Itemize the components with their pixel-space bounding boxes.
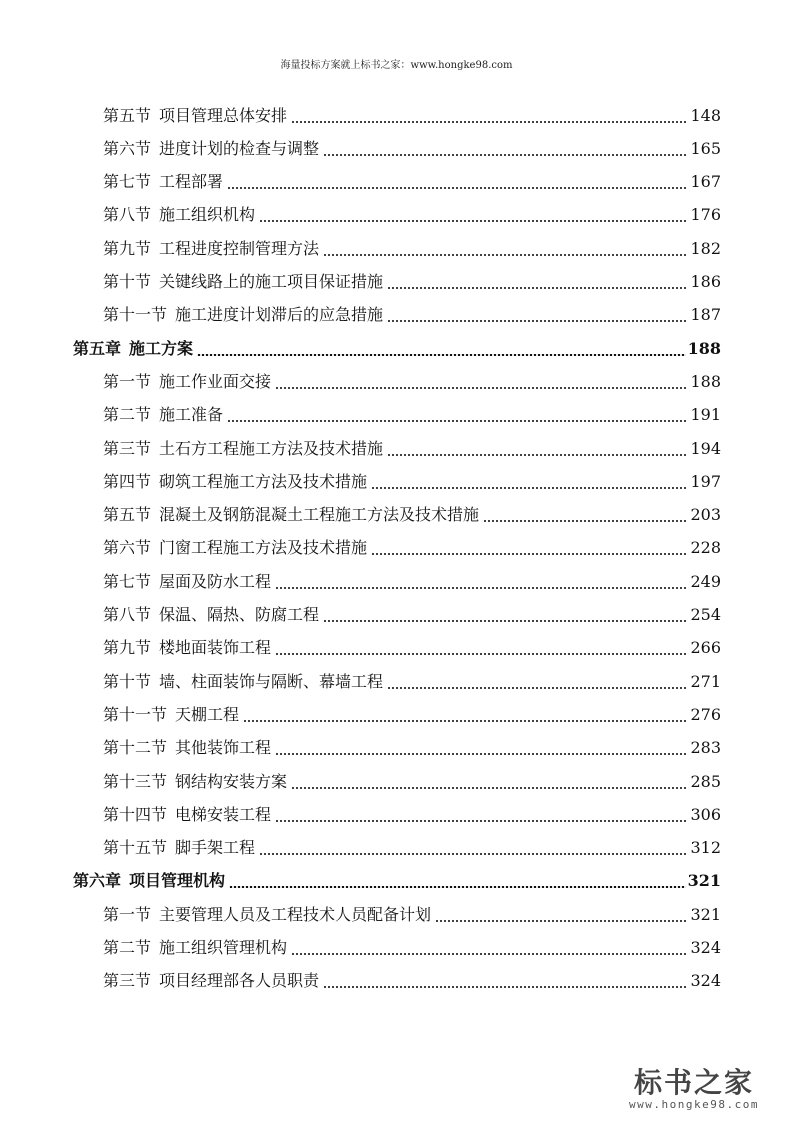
toc-entry-number: 第六节 [103,538,152,558]
toc-entry-label [103,205,257,225]
dot-leader [229,886,686,888]
toc-entry-title: 项目管理机构 [129,871,226,891]
dot-leader [323,620,688,622]
toc-section-row[interactable] [103,532,721,565]
dot-leader [275,387,688,389]
toc-section-row[interactable] [103,665,721,698]
toc-entry-number: 第一节 [103,371,152,391]
toc-entry-title: 钢结构安装方案 [175,771,288,791]
toc-chapter-row[interactable] [73,865,721,898]
toc-entry-title: 脚手架工程 [175,838,256,858]
toc-page-number: 249 [690,571,721,591]
toc-entry-title: 天棚工程 [175,704,240,724]
toc-entry-title: 门窗工程施工方法及技术措施 [159,538,368,558]
toc-section-row[interactable] [103,166,721,199]
toc-page-number: 188 [690,371,721,391]
toc-entry-number: 第六章 [73,871,122,891]
dot-leader [227,187,688,189]
toc-page-number: 312 [690,838,721,858]
toc-section-row[interactable] [103,465,721,498]
dot-leader [387,687,688,689]
toc-entry-number: 第七节 [103,172,152,192]
toc-section-row[interactable] [103,965,721,998]
toc-section-row[interactable] [103,932,721,965]
dot-leader [323,154,688,156]
toc-entry-number: 第四节 [103,471,152,491]
toc-entry-label [103,538,369,558]
toc-entry-title: 进度计划的检查与调整 [159,138,320,158]
toc-chapter-row[interactable] [73,332,721,365]
toc-entry-title: 施工进度计划滞后的应急措施 [175,305,384,325]
toc-section-row[interactable] [103,99,721,132]
toc-entry-label [103,439,385,459]
dot-leader [387,454,688,456]
toc-entry-number: 第三节 [103,438,152,458]
toc-entry-title: 电梯安装工程 [175,804,272,824]
logo-url: www.hongke98.com [629,1098,759,1111]
toc-section-row[interactable] [103,599,721,632]
toc-entry-number: 第九节 [103,238,152,258]
toc-entry-label [103,772,289,792]
toc-entry-label [103,372,273,392]
toc-entry-number: 第七节 [103,571,152,591]
toc-section-row[interactable] [103,698,721,731]
toc-entry-label [103,971,321,991]
dot-leader [323,986,688,988]
toc-entry-title: 施工作业面交接 [159,371,272,391]
toc-entry-number: 第三节 [103,971,152,991]
toc-section-row[interactable] [103,632,721,665]
toc-page-number: 182 [690,238,721,258]
toc-page-number: 266 [690,638,721,658]
toc-section-row[interactable] [103,765,721,798]
toc-entry-title: 工程进度控制管理方法 [159,238,320,258]
toc-entry-title: 保温、隔热、防腐工程 [159,605,320,624]
toc-page-number: 191 [690,405,721,425]
toc-entry-number: 第二节 [103,405,152,425]
toc-page-number: 194 [690,438,721,458]
toc-entry-title: 屋面及防水工程 [159,571,272,591]
dot-leader [323,254,688,256]
toc-section-row[interactable] [103,266,721,299]
toc-entry-number: 第六节 [103,138,152,158]
toc-entry-label [103,605,321,625]
dot-leader [275,820,688,822]
toc-entry-title: 项目经理部各人员职责 [159,971,320,991]
toc-entry-title: 混凝土及钢筋混凝土工程施工方法及技术措施 [159,505,480,525]
page-header: 海量投标方案就上标书之家：www.hongke98.com [280,60,513,71]
toc-entry-number: 第二节 [103,938,152,957]
toc-entry-title: 土石方工程施工方法及技术措施 [159,438,384,458]
toc-entry-number: 第十一节 [103,704,168,724]
toc-page-number: 271 [690,671,721,691]
toc-entry-title: 工程部署 [159,172,224,192]
toc-page-number: 187 [690,305,721,325]
toc-entry-label [103,638,273,658]
dot-leader [259,220,688,222]
toc-entry-number: 第十三节 [103,771,168,791]
dot-leader [371,487,688,489]
dot-leader [371,553,688,555]
toc-section-row[interactable] [103,432,721,465]
dot-leader [275,653,688,655]
toc-section-row[interactable] [103,832,721,865]
toc-page-number: 203 [690,505,721,525]
logo-title: 标书之家 [633,1066,754,1099]
toc-page-number: 228 [690,538,721,558]
toc-entry-label [103,572,273,592]
toc-section-row[interactable] [103,299,721,332]
toc-entry-label [103,239,321,259]
toc-entry-title: 主要管理人员及工程技术人员配备计划 [159,904,432,924]
toc-entry-number: 第一节 [103,904,152,924]
dot-leader [291,121,688,123]
toc-section-row[interactable] [103,499,721,532]
toc-page-number: 321 [690,904,721,924]
toc-entry-label [103,172,225,192]
toc-page-number: 176 [690,205,721,225]
dot-leader [259,853,688,855]
toc-entry-title: 施工准备 [159,405,224,425]
footer-logo [619,1068,769,1112]
dot-leader [197,354,686,356]
toc-page-number: 324 [690,938,721,957]
toc-page-number: 306 [690,804,721,824]
toc-entry-label [73,339,195,359]
dot-leader [243,720,688,722]
toc-entry-label [103,472,369,492]
toc-entry-title: 楼地面装饰工程 [159,638,272,658]
toc-section-row[interactable] [103,132,721,165]
toc-entry-label [103,672,385,692]
toc-page-number: 165 [690,138,721,158]
dot-leader [435,920,688,922]
dot-leader [291,953,688,955]
toc-entry-label [103,805,273,825]
dot-leader [291,787,688,789]
toc-entry-label [73,871,227,891]
dot-leader [483,520,688,522]
dot-leader [275,587,688,589]
toc-entry-number: 第八节 [103,205,152,225]
toc-entry-title: 墙、柱面装饰与隔断、幕墙工程 [159,671,384,691]
toc-entry-number: 第五节 [103,505,152,525]
toc-entry-title: 砌筑工程施工方法及技术措施 [159,471,368,491]
toc-entry-number: 第十节 [103,671,152,691]
toc-section-row[interactable] [103,199,721,232]
toc-section-row[interactable] [103,399,721,432]
toc-entry-title: 施工组织管理机构 [159,938,288,957]
toc-page-number: 324 [690,971,721,991]
toc-entry-label [103,905,433,925]
toc-entry-label [103,405,225,425]
toc-entry-number: 第十二节 [103,738,168,758]
toc-entry-number: 第五章 [73,338,122,358]
dot-leader [387,287,688,289]
toc-page-number: 186 [690,272,721,291]
toc-page-number: 148 [690,105,721,125]
toc-entry-label [103,838,257,858]
toc-section-row[interactable] [103,365,721,398]
toc-entry-label [103,106,289,126]
toc-entry-number: 第五节 [103,105,152,125]
toc-page-number: 167 [690,172,721,192]
toc-entry-number: 第十一节 [103,305,168,325]
toc-entry-title: 项目管理总体安排 [159,105,288,125]
toc-entry-number: 第九节 [103,638,152,658]
toc-entry-number: 第十四节 [103,804,168,824]
toc-entry-label [103,738,273,758]
toc-entry-number: 第十节 [103,272,152,291]
toc-entry-title: 关键线路上的施工项目保证措施 [159,272,384,291]
toc-section-row[interactable] [103,798,721,831]
toc-page-number: 283 [690,738,721,758]
toc-entry-label [103,305,385,325]
toc-entry-number: 第十五节 [103,838,168,858]
toc-section-row[interactable] [103,732,721,765]
toc-page-number: 276 [690,704,721,724]
toc-section-row[interactable] [103,565,721,598]
toc-page-number: 188 [687,338,721,358]
toc-page-number: 197 [690,471,721,491]
toc-entry-number: 第八节 [103,605,152,624]
dot-leader [227,420,688,422]
toc-entry-label [103,705,241,725]
dot-leader [387,320,688,322]
toc-entry-title: 施工方案 [129,338,194,358]
toc-page-number: 254 [690,605,721,624]
toc-entry-label [103,139,321,159]
toc-entry-title: 施工组织机构 [159,205,256,225]
dot-leader [275,753,688,755]
toc-section-row[interactable] [103,898,721,931]
toc-entry-label [103,272,385,292]
toc-entry-label [103,505,481,525]
toc-entry-title: 其他装饰工程 [175,738,272,758]
toc-section-row[interactable] [103,232,721,265]
toc-entry-label [103,938,289,958]
toc-page-number: 321 [687,871,721,891]
toc-page-number: 285 [690,771,721,791]
